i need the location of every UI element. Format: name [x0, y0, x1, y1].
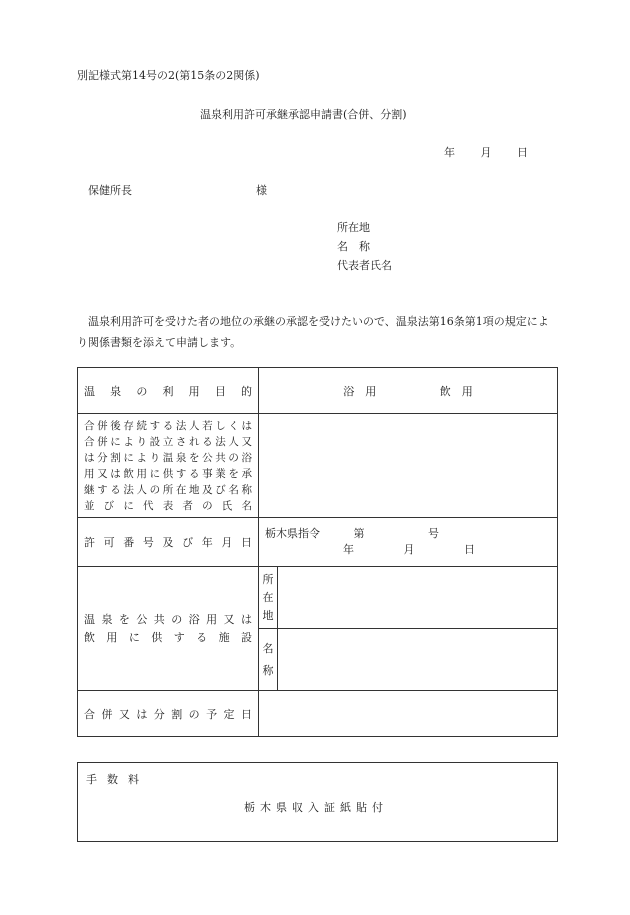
- successor-label-line: 合併により設立される法人又: [84, 435, 252, 448]
- successor-label-line: 用又は飲用に供する事業を承: [84, 467, 252, 480]
- successor-label-line: 継する法人の所在地及び名称: [84, 483, 252, 496]
- successor-label-line: は分割により温泉を公共の浴: [84, 451, 252, 464]
- fee-label: 手数料: [86, 773, 149, 786]
- facility-name-label-cell: [259, 629, 278, 691]
- table-row-permit: [78, 518, 558, 567]
- permit-label-cell: [78, 518, 259, 567]
- permit-label: 許可番号及び年月日: [84, 536, 252, 549]
- successor-label-cell: [78, 414, 259, 518]
- table-row-facility-address: [78, 567, 558, 629]
- date-month: 月: [480, 146, 492, 159]
- facility-label-line: 飲用に供する施設: [84, 630, 252, 644]
- facility-address-char: 所: [262, 572, 274, 586]
- form-reference: 別記様式第14号の2(第15条の2関係): [77, 69, 260, 82]
- recipient-title: 保健所長: [88, 184, 132, 197]
- facility-address-label-cell: [259, 567, 278, 629]
- application-table: [77, 367, 558, 737]
- permit-go: 号: [428, 527, 439, 540]
- table-row-merger-date: [78, 691, 558, 737]
- facility-label-cell: [78, 567, 259, 691]
- table-row-purpose: [78, 368, 558, 414]
- facility-address-char: 地: [262, 608, 274, 622]
- revenue-stamp-area[interactable]: 栃木県収入証紙貼付: [244, 801, 388, 814]
- permit-day: 日: [464, 543, 475, 556]
- table-row-successor: [78, 414, 558, 518]
- facility-name-char: 名: [262, 641, 274, 655]
- permit-value-cell[interactable]: [259, 518, 558, 567]
- purpose-bath[interactable]: 浴 用: [343, 384, 377, 398]
- fee-box: [77, 762, 558, 842]
- purpose-value-cell[interactable]: [259, 368, 558, 414]
- facility-name-char: 称: [262, 663, 274, 677]
- purpose-label-cell: [78, 368, 259, 414]
- successor-label-line: 合併後存続する法人若しくは: [84, 419, 252, 432]
- merger-date-label: 合併又は分割の予定日: [84, 707, 252, 721]
- facility-name-value-cell[interactable]: [278, 629, 558, 691]
- applicant-name-label: 名 称: [337, 240, 370, 253]
- date-day: 日: [517, 146, 528, 159]
- document-title: 温泉利用許可承継承認申請書(合併、分割): [200, 108, 407, 121]
- submission-date[interactable]: [444, 144, 528, 160]
- merger-date-label-cell: [78, 691, 259, 737]
- permit-year: 年: [343, 543, 354, 556]
- applicant-representative-label: 代表者氏名: [337, 259, 392, 272]
- permit-month: 月: [403, 543, 415, 556]
- purpose-label: 温泉の利用目的: [84, 384, 252, 398]
- applicant-address-label: 所在地: [337, 221, 370, 234]
- purpose-drink[interactable]: 飲 用: [439, 384, 473, 398]
- successor-value-cell[interactable]: [259, 414, 558, 518]
- permit-prefix: 栃木県指令: [265, 527, 320, 540]
- application-statement: 温泉利用許可を受けた者の地位の承継の承認を受けたいので、温泉法第16条第1項の規定により関係書類を添えて申請します。: [77, 315, 549, 349]
- facility-address-value-cell[interactable]: [278, 567, 558, 629]
- facility-label-line: 温泉を公共の浴用又は: [84, 612, 252, 626]
- merger-date-value-cell[interactable]: [259, 691, 558, 737]
- successor-label-line: 並びに代表者の氏名: [84, 499, 252, 512]
- recipient-honorific: 様: [256, 184, 267, 197]
- facility-address-char: 在: [262, 590, 274, 604]
- date-year: 年: [444, 146, 455, 159]
- permit-dai: 第: [353, 527, 365, 540]
